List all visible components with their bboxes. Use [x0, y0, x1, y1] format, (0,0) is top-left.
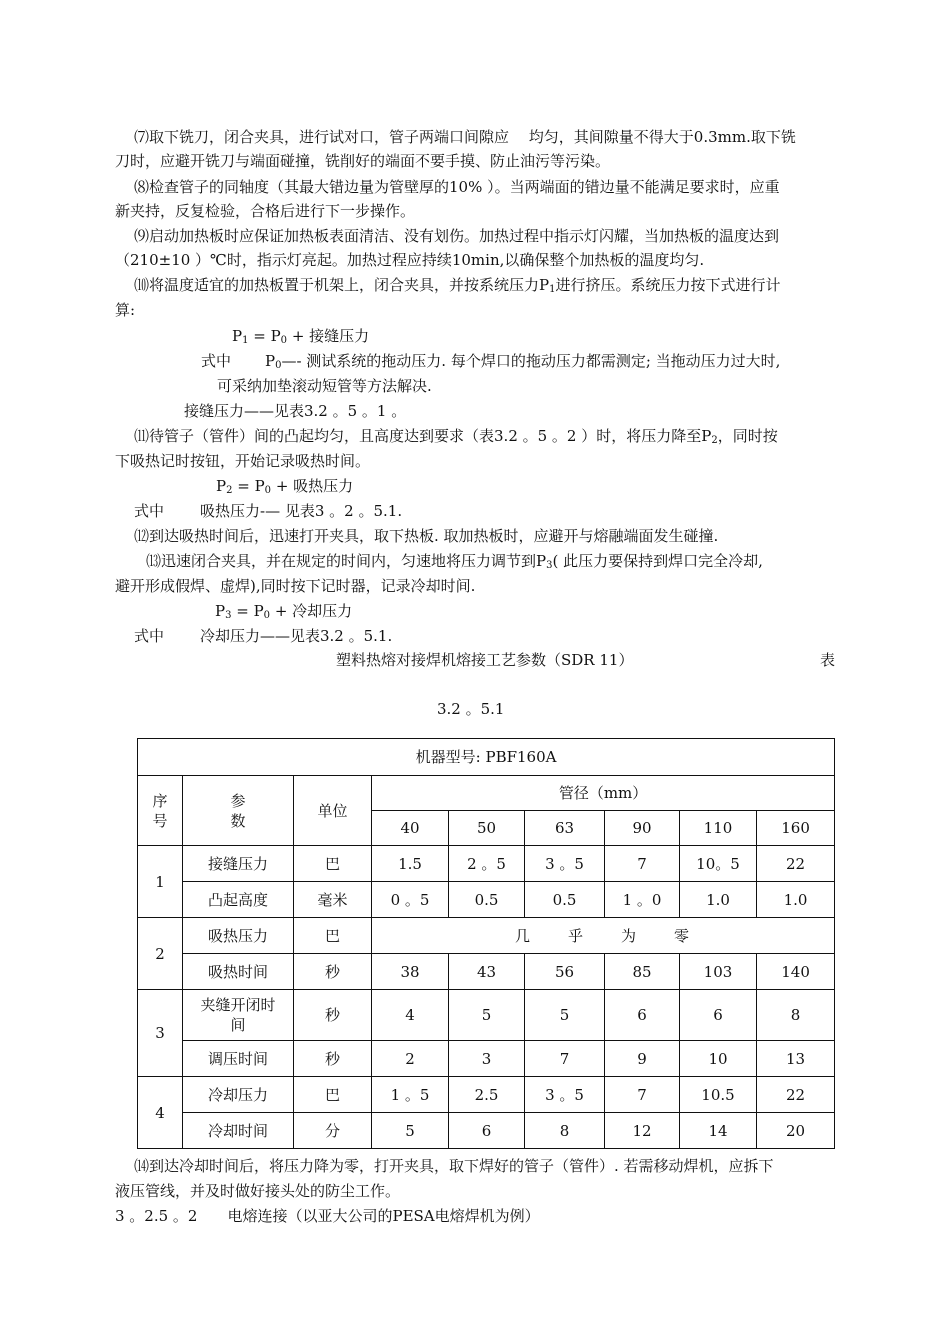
value-cell: 10.5 [680, 1077, 757, 1113]
formula-p2: $P_2 = P_0$ + 吸热压力 [216, 477, 354, 496]
step-8-line-1: ⑻检查管子的同轴度（其最大错边量为管壁厚的10% ）。当两端面的错边量不能满足要求时，应重 [134, 178, 780, 196]
step-9-line-2: （210±10 ）℃时，指示灯亮起。加热过程应持续10min,以确保整个加热板的温度均匀. [115, 251, 705, 269]
value-cell: 0.5 [449, 882, 525, 918]
step-14-line-1: ⒁到达冷却时间后，将压力降为零，打开夹具，取下焊好的管子（管件）. 若需移动焊机，应拆下 [134, 1157, 774, 1175]
unit-cell: 秒 [294, 990, 372, 1041]
value-cell: 1.0 [757, 882, 835, 918]
unit-cell: 秒 [294, 1041, 372, 1077]
col-header-unit: 单位 [294, 776, 372, 846]
unit-cell: 分 [294, 1113, 372, 1149]
unit-cell: 巴 [294, 1077, 372, 1113]
value-cell: 13 [757, 1041, 835, 1077]
param-cell: 吸热时间 [183, 954, 294, 990]
step-11-line-1: ⑾待管子（管件）间的凸起均匀，且高度达到要求（表3.2 。5 。2 ）时，将压力降至$P_2$，同时按 [134, 427, 778, 446]
step-13-line-1: ⒀迅速闭合夹具，并在规定的时间内，匀速地将压力调节到$P_3$( 此压力要保持到焊口完全冷却, [146, 552, 763, 571]
formula-p3-where: 式中 [134, 627, 165, 645]
value-cell: 140 [757, 954, 835, 990]
value-cell: 5 [449, 990, 525, 1041]
formula-p1-definition-line-2: 可采纳加垫滚动短管等方法解决. [217, 377, 432, 395]
formula-p1: $P_1 = P_0$ + 接缝压力 [232, 327, 370, 346]
value-cell: 38 [372, 954, 449, 990]
diameter-90: 90 [605, 811, 680, 846]
value-cell: 85 [605, 954, 680, 990]
value-cell: 3 [449, 1041, 525, 1077]
diameter-160: 160 [757, 811, 835, 846]
value-cell: 5 [372, 1113, 449, 1149]
value-cell: 6 [449, 1113, 525, 1149]
value-cell: 6 [605, 990, 680, 1041]
value-cell: 0.5 [525, 882, 605, 918]
value-cell: 8 [525, 1113, 605, 1149]
diameter-40: 40 [372, 811, 449, 846]
col-header-param: 参 数 [183, 776, 294, 846]
value-cell: 5 [525, 990, 605, 1041]
step-7-line-2: 刀时，应避开铣刀与端面碰撞，铣削好的端面不要手摸、防止油污等污染。 [115, 152, 611, 170]
step-7-line-1: ⑺取下铣刀，闭合夹具，进行试对口，管子两端口间隙应 均匀，其间隙量不得大于0.3mm.取下铣 [134, 128, 796, 146]
unit-cell: 巴 [294, 918, 372, 954]
step-10-line-1: ⑽将温度适宜的加热板置于机架上，闭合夹具，并按系统压力$P_1$进行挤压。系统压力按下式进行计 [134, 276, 781, 295]
value-cell: 1.0 [680, 882, 757, 918]
section-heading: 3 。2.5 。2 电熔连接（以亚大公司的PESA电熔焊机为例） [115, 1207, 540, 1225]
param-cell: 凸起高度 [183, 882, 294, 918]
welding-parameters-table [137, 738, 835, 1149]
table-caption: 塑料热熔对接焊机熔接工艺参数（SDR 11） [336, 651, 634, 669]
value-cell: 3 。5 [525, 846, 605, 882]
step-8-line-2: 新夹持，反复检验，合格后进行下一步操作。 [115, 202, 416, 220]
table-row [138, 1113, 835, 1149]
formula-p2-where: 式中 [134, 502, 165, 520]
value-cell: 22 [757, 1077, 835, 1113]
unit-cell: 秒 [294, 954, 372, 990]
formula-p1-definition: $P_0—-$ 测试系统的拖动压力. 每个焊口的拖动压力都需测定; 当拖动压力过大时, [265, 352, 781, 371]
param-cell: 冷却压力 [183, 1077, 294, 1113]
diameter-63: 63 [525, 811, 605, 846]
value-cell: 9 [605, 1041, 680, 1077]
value-cell: 2 [372, 1041, 449, 1077]
col-header-diameter: 管径（mm） [372, 776, 835, 811]
table-row [138, 1077, 835, 1113]
unit-cell: 毫米 [294, 882, 372, 918]
unit-cell: 巴 [294, 846, 372, 882]
seq-cell: 4 [138, 1077, 183, 1149]
formula-p3-definition: 冷却压力——见表3.2 。5.1. [200, 627, 393, 645]
value-cell: 22 [757, 846, 835, 882]
value-cell: 4 [372, 990, 449, 1041]
param-cell: 调压时间 [183, 1041, 294, 1077]
param-cell: 夹缝开闭时 间 [183, 990, 294, 1041]
value-cell: 103 [680, 954, 757, 990]
value-cell: 2.5 [449, 1077, 525, 1113]
formula-p1-where: 式中 [201, 352, 232, 370]
formula-p2-definition: 吸热压力-— 见表3 。2 。5.1. [200, 502, 403, 520]
value-cell: 10 [680, 1041, 757, 1077]
seq-cell: 1 [138, 846, 183, 918]
value-cell: 7 [525, 1041, 605, 1077]
diameter-50: 50 [449, 811, 525, 846]
param-cell: 冷却时间 [183, 1113, 294, 1149]
step-11-line-2: 下吸热记时按钮，开始记录吸热时间。 [115, 452, 371, 470]
value-cell: 1.5 [372, 846, 449, 882]
diameter-110: 110 [680, 811, 757, 846]
table-caption-label: 表 [820, 651, 836, 669]
value-cell: 10。5 [680, 846, 757, 882]
table-row [138, 918, 835, 954]
value-cell: 1 。0 [605, 882, 680, 918]
value-cell: 3 。5 [525, 1077, 605, 1113]
step-9-line-1: ⑼启动加热板时应保证加热板表面清洁、没有划伤。加热过程中指示灯闪耀，当加热板的温度达到 [134, 227, 780, 245]
value-cell: 2 。5 [449, 846, 525, 882]
merged-value-cell: 几乎为零 [372, 918, 835, 954]
value-cell: 1 。5 [372, 1077, 449, 1113]
value-cell: 7 [605, 846, 680, 882]
value-cell: 7 [605, 1077, 680, 1113]
param-cell: 接缝压力 [183, 846, 294, 882]
table-row [138, 954, 835, 990]
machine-model: 机器型号: PBF160A [138, 739, 835, 776]
value-cell: 6 [680, 990, 757, 1041]
value-cell: 8 [757, 990, 835, 1041]
step-13-line-2: 避开形成假焊、虚焊),同时按下记时器，记录冷却时间. [115, 577, 476, 595]
table-number: 3.2 。5.1 [437, 700, 505, 718]
table-row [138, 990, 835, 1041]
step-10-line-2: 算: [115, 301, 136, 319]
table-row [138, 1041, 835, 1077]
seq-cell: 3 [138, 990, 183, 1077]
value-cell: 14 [680, 1113, 757, 1149]
value-cell: 56 [525, 954, 605, 990]
formula-p1-reference: 接缝压力——见表3.2 。5 。1 。 [184, 402, 407, 420]
param-cell: 吸热压力 [183, 918, 294, 954]
value-cell: 20 [757, 1113, 835, 1149]
table-row [138, 846, 835, 882]
value-cell: 43 [449, 954, 525, 990]
step-14-line-2: 液压管线，并及时做好接头处的防尘工作。 [115, 1182, 401, 1200]
table-row [138, 882, 835, 918]
col-header-seq: 序 号 [138, 776, 183, 846]
value-cell: 0 。5 [372, 882, 449, 918]
step-12: ⑿到达吸热时间后，迅速打开夹具，取下热板. 取加热板时，应避开与熔融端面发生碰撞. [134, 527, 719, 545]
value-cell: 12 [605, 1113, 680, 1149]
seq-cell: 2 [138, 918, 183, 990]
formula-p3: $P_3 = P_0$ + 冷却压力 [215, 602, 353, 621]
